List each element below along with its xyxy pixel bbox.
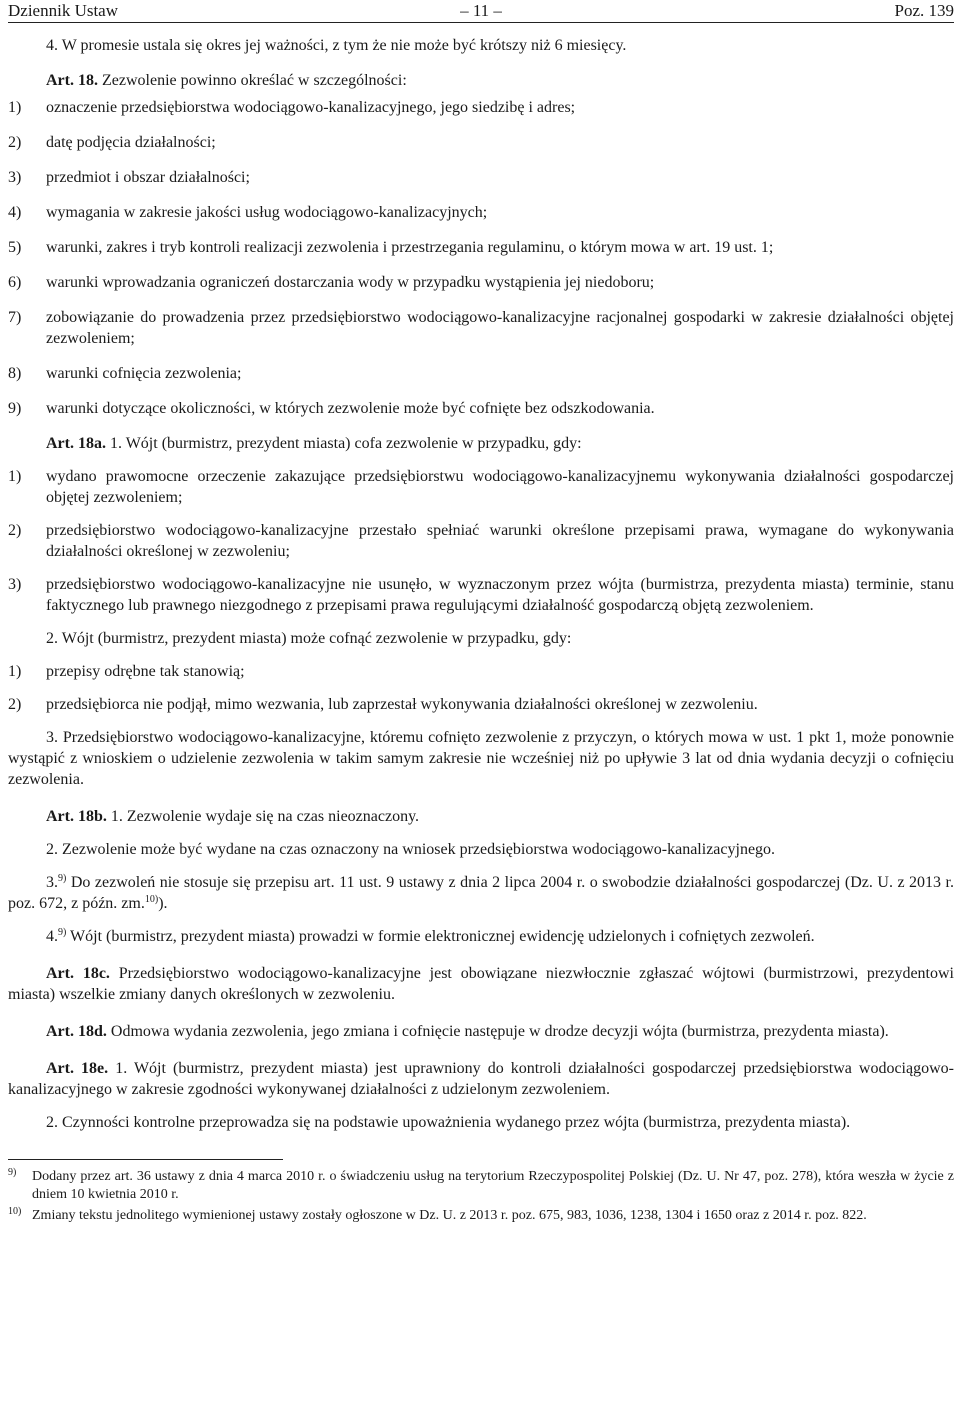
item-number: 1) <box>8 468 22 485</box>
paragraph-number: 3. <box>46 874 58 891</box>
item-number: 1) <box>8 663 22 680</box>
footnote-text: Zmiany tekstu jednolitego wymienionej ustawy zostały ogłoszone w Dz. U. z 2013 r. poz. 675, 983, 1036, 1238, 1304 i 1650 oraz z 2014 r. poz. 822. <box>32 1208 867 1223</box>
footnotes <box>8 1168 954 1225</box>
document-page <box>8 0 954 1225</box>
item-text: przepisy odrębne tak stanowią; <box>46 663 245 680</box>
art18c-text: Przedsiębiorstwo wodociągowo-kanalizacyjne jest obowiązane niezwłocznie zgłaszać wójtowi (burmistrzowi, prezydentowi miasta) wszelkie zmiany danych określonych w zezwoleniu. <box>8 965 954 1003</box>
list-item <box>8 398 954 419</box>
footnote-ref[interactable]: 9) <box>58 927 67 938</box>
art18b-p1-text: 1. Zezwolenie wydaje się na czas nieoznaczony. <box>106 808 420 825</box>
page-number: – 11 – <box>460 1 502 20</box>
item-number: 3) <box>8 576 22 593</box>
list-item <box>8 132 954 153</box>
item-number: 7) <box>8 309 22 326</box>
footnote-separator <box>8 1159 283 1160</box>
art18a-paragraph-2: 2. Wójt (burmistrz, prezydent miasta) może cofnąć zezwolenie w przypadku, gdy: <box>46 630 572 647</box>
item-text: przedsiębiorstwo wodociągowo-kanalizacyjne przestało spełniać warunki określone przepisami prawa, wymagane do wykonywania działalności określonej w zezwoleniu; <box>46 522 954 560</box>
art18d-paragraph <box>8 1021 954 1042</box>
art18-lead <box>8 70 954 91</box>
item-number: 8) <box>8 365 22 382</box>
art18d-text: Odmowa wydania zezwolenia, jego zmiana i cofnięcie następuje w drodze decyzji wójta (burmistrza, prezydenta miasta). <box>106 1023 889 1040</box>
list-item <box>8 520 954 562</box>
page-header <box>8 0 954 23</box>
list-item <box>8 237 954 258</box>
item-text: oznaczenie przedsiębiorstwa wodociągowo-kanalizacyjnego, jego siedzibę i adres; <box>46 99 576 116</box>
list-item <box>8 272 954 293</box>
item-number: 3) <box>8 169 22 186</box>
footnote-number: 10) <box>8 1206 22 1217</box>
list-item <box>8 202 954 223</box>
paragraph-text: Wójt (burmistrz, prezydent miasta) prowadzi w formie elektronicznej ewidencję udzielonych i cofniętych zezwoleń. <box>66 928 815 945</box>
item-number: 9) <box>8 400 22 417</box>
paragraph-text: Do zezwoleń nie stosuje się przepisu art. 11 ust. 9 ustawy z dnia 2 lipca 2004 r. o swobodzie działalności gospodarczej (Dz. U. z 2013 r. poz. 672, z późn. zm. <box>8 874 954 912</box>
list-item <box>8 661 954 682</box>
footnote-text: Dodany przez art. 36 ustawy z dnia 4 marca 2010 r. o świadczeniu usług na terytorium Rzeczypospolitej Polskiej (Dz. U. Nr 47, poz. 278), która weszła w życie z dniem 10 kwietnia 2010 r. <box>32 1169 954 1202</box>
list-item <box>8 574 954 616</box>
list-item <box>8 694 954 715</box>
list-item <box>8 97 954 118</box>
item-text: zobowiązanie do prowadzenia przez przedsiębiorstwo wodociągowo-kanalizacyjne racjonalnej gospodarki w zakresie działalności objętej zezwoleniem; <box>46 309 954 347</box>
item-text: przedsiębiorstwo wodociągowo-kanalizacyjne nie usunęło, w wyznaczonym przez wójta (burmistrza, prezydenta miasta) terminie, stanu faktycznego lub prawnego niezgodnego z przepisami prawa regulującymi działalność gospodarczą objętą zezwoleniem. <box>46 576 954 614</box>
item-number: 2) <box>8 696 22 713</box>
item-text: wymagania w zakresie jakości usług wodociągowo-kanalizacyjnych; <box>46 204 488 221</box>
item-text: warunki cofnięcia zezwolenia; <box>46 365 242 382</box>
journal-title: Dziennik Ustaw <box>8 1 119 20</box>
item-number: 5) <box>8 239 22 256</box>
art18e-label: Art. 18e. <box>46 1060 109 1077</box>
art18a-list <box>8 466 954 616</box>
item-text: przedsiębiorca nie podjął, mimo wezwania, lub zaprzestał wykonywania działalności określonej w zezwoleniu. <box>46 696 758 713</box>
item-text: warunki, zakres i tryb kontroli realizacji zezwolenia i przestrzegania regulaminu, o którym mowa w art. 19 ust. 1; <box>46 239 774 256</box>
item-number: 4) <box>8 204 22 221</box>
art18b-paragraph-2: 2. Zezwolenie może być wydane na czas oznaczony na wniosek przedsiębiorstwa wodociągowo-kanalizacyjnego. <box>46 841 776 858</box>
item-number: 6) <box>8 274 22 291</box>
art18a-list-2 <box>8 661 954 715</box>
list-item <box>8 307 954 349</box>
footnote-number: 9) <box>8 1167 17 1178</box>
item-number: 2) <box>8 522 22 539</box>
item-text: przedmiot i obszar działalności; <box>46 169 250 186</box>
art18b-paragraph-1 <box>8 806 954 827</box>
paragraph-text-end: ). <box>158 895 168 912</box>
item-number: 2) <box>8 134 22 151</box>
footnote <box>8 1168 954 1204</box>
footnote-ref[interactable]: 10) <box>144 894 159 905</box>
art18b-paragraph-3 <box>8 872 954 914</box>
list-item <box>8 363 954 384</box>
promesa-paragraph: 4. W promesie ustala się okres jej ważności, z tym że nie może być krótszy niż 6 miesięcy. <box>46 37 627 54</box>
footnote <box>8 1207 954 1225</box>
art18-label: Art. 18. <box>46 72 98 89</box>
art18-lead-text: Zezwolenie powinno określać w szczególności: <box>97 72 407 89</box>
art18b-label: Art. 18b. <box>46 808 107 825</box>
list-item <box>8 167 954 188</box>
art18a-label: Art. 18a. <box>46 435 106 452</box>
item-text: wydano prawomocne orzeczenie zakazujące przedsiębiorstwu wodociągowo-kanalizacyjnemu wykonywania działalności gospodarczej objętej zezwoleniem; <box>46 468 954 506</box>
footnote-ref[interactable]: 9) <box>58 873 67 884</box>
art18e-paragraph-1 <box>8 1058 954 1100</box>
art18a-lead <box>8 433 954 454</box>
art18a-paragraph-3: 3. Przedsiębiorstwo wodociągowo-kanalizacyjne, któremu cofnięto zezwolenie z przyczyn, o których mowa w ust. 1 pkt 1, może ponownie wystąpić z wnioskiem o udzielenie zezwolenia w takim samym zakresie nie wcześniej niż po upływie 3 lat od dnia wydania decyzji o cofnięciu zezwolenia. <box>8 729 954 788</box>
art18d-label: Art. 18d. <box>46 1023 107 1040</box>
art18-list <box>8 97 954 419</box>
art18e-p1-text: 1. Wójt (burmistrz, prezydent miasta) jest uprawniony do kontroli działalności gospodarczej przedsiębiorstwa wodociągowo-kanalizacyjnego w zakresie zgodności wykonywanej działalności z udzielonym zezwoleniem. <box>8 1060 954 1098</box>
art18b-paragraph-4 <box>8 926 954 947</box>
art18a-lead-text: 1. Wójt (burmistrz, prezydent miasta) cofa zezwolenie w przypadku, gdy: <box>105 435 582 452</box>
position-number: Poz. 139 <box>894 1 954 20</box>
art18c-label: Art. 18c. <box>46 965 110 982</box>
art18e-paragraph-2: 2. Czynności kontrolne przeprowadza się na podstawie upoważnienia wydanego przez wójta (burmistrza, prezydenta miasta). <box>46 1114 851 1131</box>
item-number: 1) <box>8 99 22 116</box>
item-text: warunki dotyczące okoliczności, w których zezwolenie może być cofnięte bez odszkodowania. <box>46 400 655 417</box>
item-text: datę podjęcia działalności; <box>46 134 216 151</box>
paragraph-number: 4. <box>46 928 58 945</box>
list-item <box>8 466 954 508</box>
art18c-paragraph <box>8 963 954 1005</box>
item-text: warunki wprowadzania ograniczeń dostarczania wody w przypadku wystąpienia jej niedoboru; <box>46 274 655 291</box>
